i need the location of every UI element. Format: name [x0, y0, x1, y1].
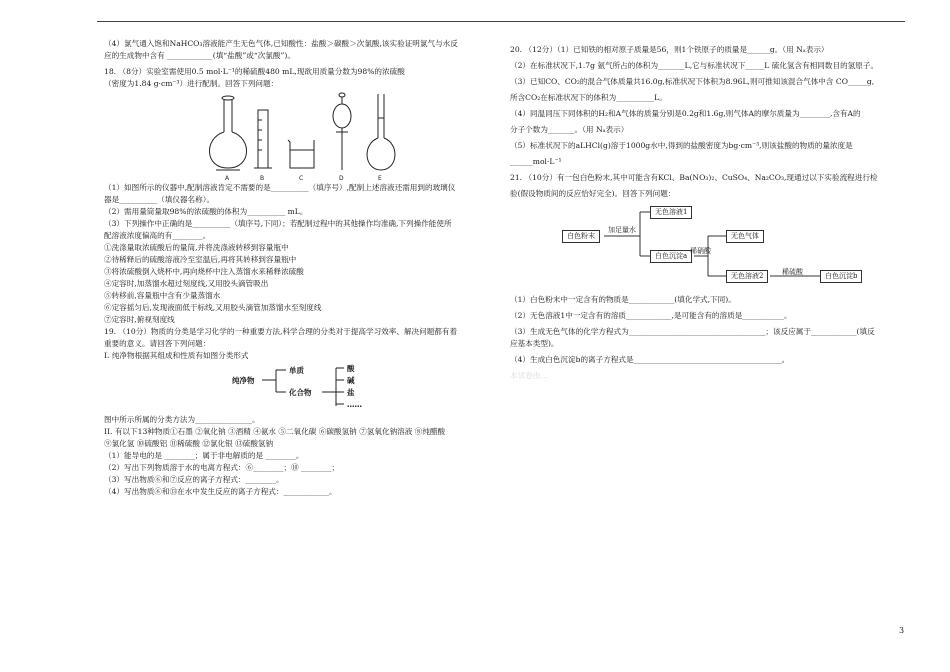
q21-title: 21. （10分）有一包白色粉末,其中可能含有KCl、Ba(NO₃)₂、CuSO₄、Na₂CO₃,现通过以下实验流程进行检 — [510, 173, 878, 182]
tree-node-compound: 化合物 — [289, 388, 312, 397]
q19-title: 19. （10分）物质的分类是学习化学的一种重要方法,科学合理的分类对于提高学习效率、解决问题都有着 — [104, 327, 458, 336]
flow-chart — [510, 206, 910, 288]
q17-tail — [104, 38, 496, 90]
flow-solution-1: 无色溶液1 — [650, 206, 692, 219]
q18-body — [104, 182, 496, 362]
text-line: 应基本类型)。 — [510, 339, 559, 348]
funnel-icon — [333, 93, 351, 170]
cylinder-icon — [254, 110, 272, 168]
apparatus-label-e: E — [378, 175, 382, 182]
option-line: ④定容时,加蒸馏水超过刻度线,又用胶头滴管吸出 — [104, 279, 269, 288]
tree-leaf-more: …… — [347, 400, 362, 409]
text-line: 重要的意义。请回答下列问题： — [104, 339, 211, 348]
text-line: 所含CO₂在标准状况下的体积为__________L。 — [510, 93, 667, 102]
text-line: 应的生成物中含有 ____________(填“盐酸”或“次氯酸”)。 — [104, 51, 295, 60]
tree-root: 纯净物 — [232, 376, 255, 385]
left-column — [104, 38, 496, 498]
option-line: ⑥定容摇匀后,发现液面低于标线,又用胶头滴管加蒸馏水至刻度线 — [104, 303, 322, 312]
page-number: 3 — [899, 626, 905, 635]
q20 — [510, 44, 910, 200]
text-line: （3）生成无色气体的化学方程式为____________________________________；该反应属于____________(填反 — [510, 327, 875, 336]
apparatus-label-d: D — [339, 175, 344, 182]
apparatus-label-c: C — [299, 175, 304, 182]
text-line: I. 纯净物根据其组成和性质有如图分类形式 — [104, 351, 249, 360]
text-line: （4）同温同压下同体积的H₂和A气体的质量分别是0.2g和1.6g,则气体A的摩尔质量为________,含有A的 — [510, 109, 861, 118]
text-line: 器是__________（填仪器名称）。 — [104, 195, 215, 204]
flow-precipitate-b: 白色沉淀b — [820, 270, 862, 283]
text-line: 验(假设物质间的反应恰好完全)。回答下列问题： — [510, 189, 676, 198]
text-line: 配溶液浓度偏高的有________。 — [104, 231, 211, 240]
right-column — [510, 44, 910, 382]
text-line: ⑨氯化氢 ⑩硫酸铝 ⑪稀硫酸 ⑫氯化银 ⑬硫酸氢钠 — [104, 439, 274, 448]
q20-title: 20. （12分）（1）已知铁的相对原子质量是56，则1个铁原子的质量是______g。（用 Nₐ表示） — [510, 45, 829, 54]
text-line: （1）如图所示的仪器中,配制溶液肯定不需要的是__________（填序号）,配制上述溶液还需用到的玻璃仪 — [104, 183, 456, 192]
text-line: （4）氯气通入饱和NaHCO₃溶液能产生无色气体,已知酸性：盐酸＞碳酸＞次氯酸,该实验证明氯气与水反 — [104, 39, 458, 48]
text-line: （3）写出物质⑥和⑦反应的离子方程式：________。 — [104, 475, 284, 484]
tree-leaf-salt: 盐 — [347, 388, 355, 397]
option-line: ③将浓硫酸倒入烧杯中,再向烧杯中注入蒸馏水来稀释浓硫酸 — [104, 267, 304, 276]
text-line: 分子个数为_______。（用 Nₐ表示） — [510, 125, 629, 134]
q21-body — [510, 294, 910, 382]
q19-body — [104, 414, 496, 498]
option-line: ⑤转移前,容量瓶中含有少量蒸馏水 — [104, 291, 221, 300]
tree-leaf-acid: 酸 — [347, 364, 355, 373]
tree-node-element: 单质 — [289, 366, 304, 375]
flow-solution-2: 无色溶液2 — [726, 270, 768, 283]
beaker-icon — [288, 140, 314, 168]
faded-note: 本试卷由… — [510, 371, 548, 380]
apparatus-label-a: A — [225, 175, 230, 182]
tree-leaf-base: 碱 — [347, 376, 355, 385]
option-line: ①洗涤量取浓硫酸后的量筒,并将洗涤液转移到容量瓶中 — [104, 243, 289, 252]
apparatus-label-b: B — [260, 175, 265, 182]
classification-tree — [104, 362, 496, 414]
text-line: （3）下列操作中正确的是__________（填序号,下同）；若配制过程中的其他操作均准确,下列操作能使所 — [104, 219, 452, 228]
text-line: （2）在标准状况下,1.7g 氨气所占的体积为_______L,它与标准状况下_____L 硫化氢含有相同数目的氢原子。 — [510, 61, 879, 70]
volumetric-flask-icon — [367, 94, 395, 170]
text-line: （4）写出物质⑥和⑬在水中发生反应的离子方程式：____________。 — [104, 487, 337, 496]
option-line: ②待稀释后的硫酸溶液冷至室温后,再将其转移到容量瓶中 — [104, 255, 297, 264]
text-line: （2）无色溶液1中一定含有的溶质____________,是可能含有的溶质是___________。 — [510, 311, 792, 320]
q18-title: 18. （8分）实验室需使用0.5 mol·L⁻¹的稀硫酸480 mL,现欲用质量分数为98%的浓硫酸 — [104, 67, 405, 76]
text-line: （2）写出下列物质溶于水的电离方程式：⑥________；⑩ ________； — [104, 463, 340, 472]
text-line: （密度为1.84 g·cm⁻³）进行配制。回答下列问题： — [104, 79, 279, 88]
text-line: （2）需用量筒量取98%的浓硫酸的体积为__________ mL。 — [104, 207, 308, 216]
flow-step-add-water: 加足量水 — [608, 226, 636, 234]
text-line: 图中所示所属的分类方法为_______________。 — [104, 415, 260, 424]
text-line: （5）标准状况下的aLHCl(g)溶于1000g水中,得到的盐酸密度为bg·cm⁻³,则该盐酸的物质的量浓度是 — [510, 141, 853, 150]
text-line: （4）生成白色沉淀b的离子方程式是_______________________________________。 — [510, 355, 790, 364]
text-line: II. 有以下13种物质①石墨 ②氧化钠 ③酒精 ④氨水 ⑤二氧化碳 ⑥碳酸氢钠 ⑦氢氧化钠溶液 ⑧纯醋酸 — [104, 427, 446, 436]
flow-step-sulfuric: 稀硫酸 — [782, 268, 803, 276]
apparatus-figure — [104, 90, 496, 182]
flask-icon — [209, 96, 246, 170]
header-rule — [97, 21, 905, 22]
text-line: （3）已知CO、CO₂的混合气体质量共16.0g,标准状况下体积为8.96L,则可推知该混合气体中含 CO_____g, — [510, 77, 875, 86]
flow-step-nitric: 稀硝酸 — [690, 247, 711, 255]
text-line: ______mol·L⁻¹ — [510, 157, 562, 166]
apparatus-drawing — [104, 90, 496, 182]
flow-start: 白色粉末 — [562, 230, 600, 243]
text-line: （1）能导电的是 ________；属于非电解质的是 ________。 — [104, 451, 304, 460]
text-line: （1）白色粉末中一定含有的物质是____________(填化学式,下同)。 — [510, 295, 736, 304]
tree-drawing — [104, 362, 496, 414]
flow-gas: 无色气体 — [726, 230, 764, 243]
flow-precipitate-a: 白色沉淀a — [650, 250, 692, 263]
option-line: ⑦定容时,俯视刻度线 — [104, 315, 175, 324]
